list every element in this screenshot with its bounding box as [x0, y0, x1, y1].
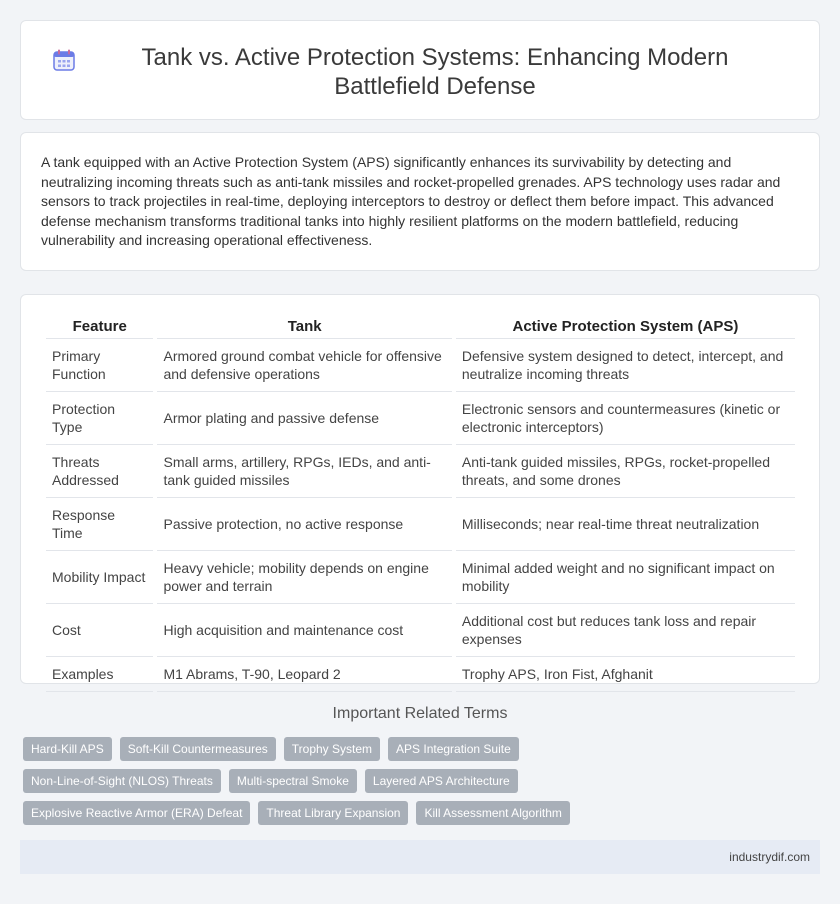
related-tag[interactable]: Multi-spectral Smoke [229, 769, 357, 793]
tank-cell: Armor plating and passive defense [157, 392, 451, 445]
header-aps: Active Protection System (APS) [456, 311, 795, 339]
related-tag[interactable]: Hard-Kill APS [23, 737, 112, 761]
header-card [20, 20, 820, 120]
aps-cell: Anti-tank guided missiles, RPGs, rocket-propelled threats, and some drones [456, 445, 795, 498]
tank-cell: Heavy vehicle; mobility depends on engine power and terrain [157, 551, 451, 604]
header-feature: Feature [46, 311, 153, 339]
table-row [46, 498, 795, 551]
related-tag[interactable]: Threat Library Expansion [258, 801, 408, 825]
related-tag[interactable]: Layered APS Architecture [365, 769, 518, 793]
table-row [46, 604, 795, 657]
table-row [46, 551, 795, 604]
table-header-row [46, 311, 795, 339]
calendar-grid-icon [51, 47, 77, 73]
related-tag[interactable]: Kill Assessment Algorithm [416, 801, 569, 825]
tank-cell: Armored ground combat vehicle for offensive and defensive operations [157, 339, 451, 392]
related-terms-tags [23, 737, 723, 825]
intro-card [20, 132, 820, 271]
related-tag[interactable]: Explosive Reactive Armor (ERA) Defeat [23, 801, 250, 825]
feature-cell: Primary Function [46, 339, 153, 392]
aps-cell: Defensive system designed to detect, intercept, and neutralize incoming threats [456, 339, 795, 392]
feature-cell: Mobility Impact [46, 551, 153, 604]
tank-cell: M1 Abrams, T-90, Leopard 2 [157, 657, 451, 692]
tank-cell: Passive protection, no active response [157, 498, 451, 551]
header-tank: Tank [157, 311, 451, 339]
comparison-table [42, 311, 799, 692]
feature-cell: Cost [46, 604, 153, 657]
table-row [46, 339, 795, 392]
table-row [46, 392, 795, 445]
aps-cell: Additional cost but reduces tank loss and repair expenses [456, 604, 795, 657]
related-tag[interactable]: Non-Line-of-Sight (NLOS) Threats [23, 769, 221, 793]
aps-cell: Trophy APS, Iron Fist, Afghanit [456, 657, 795, 692]
feature-cell: Response Time [46, 498, 153, 551]
footer-site-link[interactable]: industrydif.com [729, 850, 810, 864]
feature-cell: Examples [46, 657, 153, 692]
related-tag[interactable]: Trophy System [284, 737, 380, 761]
page-title: Tank vs. Active Protection Systems: Enhancing Modern Battlefield Defense [141, 44, 729, 100]
table-row [46, 657, 795, 692]
feature-cell: Protection Type [46, 392, 153, 445]
related-tag[interactable]: APS Integration Suite [388, 737, 519, 761]
tank-cell: Small arms, artillery, RPGs, IEDs, and anti-tank guided missiles [157, 445, 451, 498]
related-tag[interactable]: Soft-Kill Countermeasures [120, 737, 276, 761]
footer [20, 840, 820, 874]
related-terms-title: Important Related Terms [332, 705, 508, 722]
tank-cell: High acquisition and maintenance cost [157, 604, 451, 657]
aps-cell: Minimal added weight and no significant impact on mobility [456, 551, 795, 604]
intro-paragraph: A tank equipped with an Active Protection System (APS) significantly enhances its survivability by detecting and neutralizing incoming threats such as anti-tank missiles and rocket-propelled grenades. APS technology uses radar and sensors to track projectiles in real-time, deploying interceptors to destroy or deflect them before impact. This advanced defense mechanism transforms traditional tanks into highly resilient platforms on the modern battlefield, reducing vulnerability and increasing operational effectiveness. [41, 154, 781, 249]
table-row [46, 445, 795, 498]
aps-cell: Electronic sensors and countermeasures (kinetic or electronic interceptors) [456, 392, 795, 445]
feature-cell: Threats Addressed [46, 445, 153, 498]
aps-cell: Milliseconds; near real-time threat neutralization [456, 498, 795, 551]
comparison-card [20, 294, 820, 684]
